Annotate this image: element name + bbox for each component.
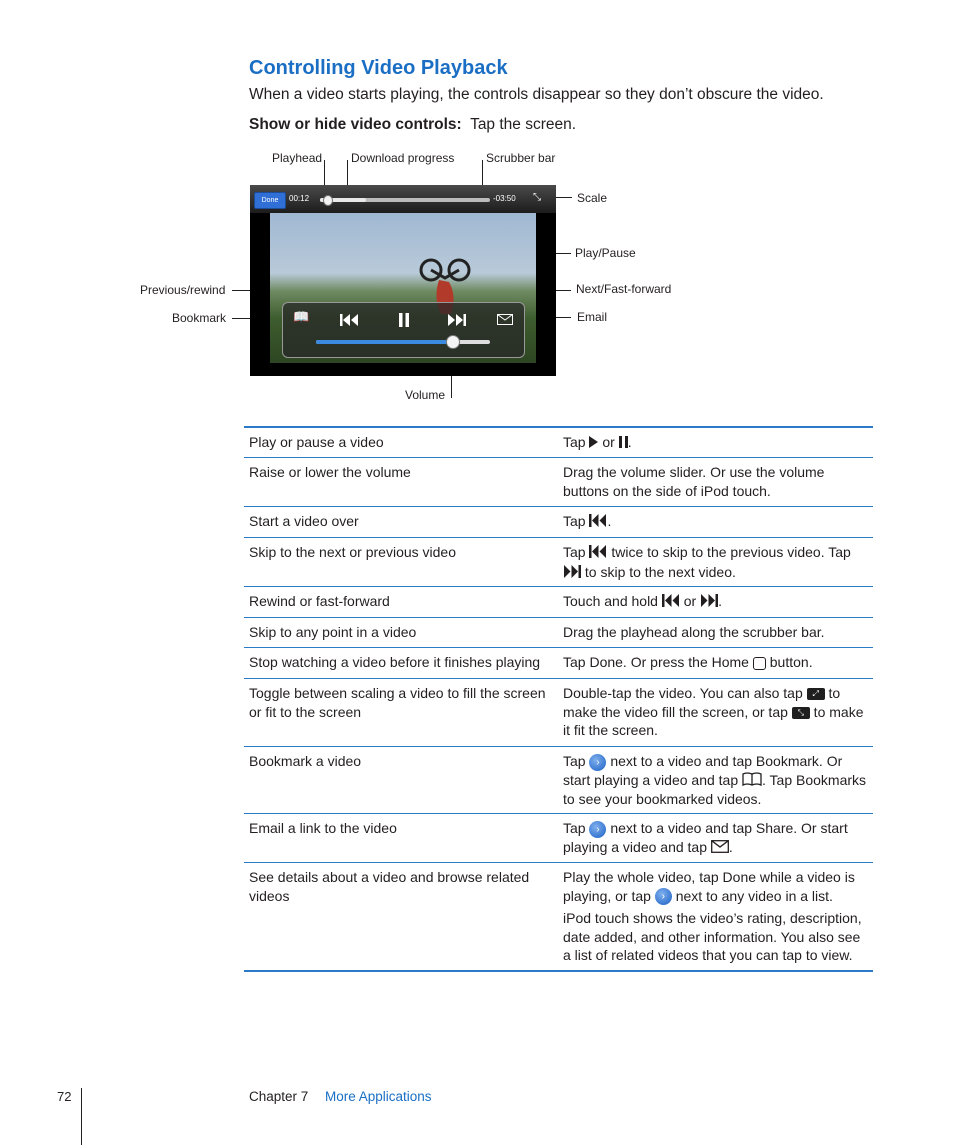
callout-volume: Volume bbox=[405, 388, 446, 402]
table-row bbox=[244, 618, 873, 648]
table-row bbox=[244, 747, 873, 814]
home-icon bbox=[753, 657, 766, 670]
instruction-cell: Double-tap the video. You can also tap ⤢ to make the video fill the screen, or tap ⤡ to make it fit the screen. bbox=[563, 685, 864, 738]
table-row bbox=[244, 587, 873, 618]
page-number: 72 bbox=[57, 1089, 72, 1104]
action-cell: Bookmark a video bbox=[249, 753, 362, 769]
chapter-label: Chapter 7 bbox=[249, 1089, 309, 1104]
action-cell: See details about a video and browse related videos bbox=[249, 869, 530, 904]
pause-icon[interactable] bbox=[397, 312, 411, 328]
show-hide-instruction bbox=[249, 116, 576, 134]
detail-disclosure-icon: › bbox=[655, 888, 672, 905]
show-hide-text: Tap the screen. bbox=[470, 116, 577, 133]
table-row bbox=[244, 863, 873, 970]
remaining-time: -03:50 bbox=[493, 194, 516, 203]
table-row bbox=[244, 648, 873, 679]
instruction-cell: Drag the volume slider. Or use the volume buttons on the side of iPod touch. bbox=[563, 464, 825, 499]
instruction-cell: Tap or . bbox=[563, 433, 870, 453]
instruction-cell: Play the whole video, tap Done while a video is playing, or tap › next to any video in a list. iPod touch shows the video’s rating, description, date added, and other information. You also see a list of related videos that you can tap to view. bbox=[563, 868, 870, 965]
previous-icon bbox=[589, 544, 607, 563]
table-row bbox=[244, 679, 873, 747]
instruction-cell: Tap twice to skip to the previous video. Tap to skip to the next video. bbox=[563, 543, 870, 582]
instruction-cell: Tap › next to a video and tap Share. Or start playing a video and tap . bbox=[563, 819, 870, 857]
scale-icon[interactable]: ⤡ bbox=[533, 192, 541, 203]
previous-icon[interactable] bbox=[339, 312, 361, 328]
instruction-cell: Tap › next to a video and tap Bookmark. Or start playing a video and tap . Tap Bookmarks to see your bookmarked videos. bbox=[563, 753, 867, 808]
controls-table bbox=[244, 426, 873, 972]
action-cell: Email a link to the video bbox=[249, 820, 397, 836]
instruction-cell: Tap . bbox=[563, 512, 870, 532]
fill-screen-icon: ⤢ bbox=[807, 688, 825, 700]
instruction-extra: iPod touch shows the video’s rating, description, date added, and other information. You also see a list of related videos that you can tap to view. bbox=[563, 910, 862, 964]
pause-icon bbox=[619, 434, 628, 453]
next-icon bbox=[563, 564, 581, 583]
action-cell: Skip to any point in a video bbox=[249, 624, 417, 640]
action-cell: Start a video over bbox=[249, 513, 359, 529]
instruction-cell: Drag the playhead along the scrubber bar. bbox=[563, 624, 825, 640]
next-icon[interactable] bbox=[445, 312, 467, 328]
action-cell: Rewind or fast-forward bbox=[249, 593, 390, 609]
table-row bbox=[244, 814, 873, 863]
playhead[interactable] bbox=[323, 195, 333, 206]
action-cell: Play or pause a video bbox=[249, 434, 384, 450]
page-title: Controlling Video Playback bbox=[249, 57, 508, 79]
callout-bookmark: Bookmark bbox=[172, 311, 227, 325]
elapsed-time: 00:12 bbox=[289, 194, 310, 203]
action-cell: Stop watching a video before it finishes playing bbox=[249, 654, 541, 670]
email-icon bbox=[711, 839, 729, 858]
footer-divider bbox=[81, 1088, 82, 1145]
table-row bbox=[244, 458, 873, 507]
ipod-screen bbox=[250, 185, 556, 376]
intro-text: When a video starts playing, the controls disappear so they don’t obscure the video. bbox=[249, 86, 824, 103]
detail-disclosure-icon: › bbox=[589, 754, 606, 771]
callout-download-progress: Download progress bbox=[351, 151, 455, 165]
callout-next-fast-forward: Next/Fast-forward bbox=[576, 282, 672, 296]
callout-email: Email bbox=[577, 310, 608, 324]
controls-panel bbox=[282, 302, 525, 358]
callout-scale: Scale bbox=[577, 191, 608, 205]
bookmark-icon[interactable]: 📖 bbox=[293, 309, 310, 324]
previous-icon bbox=[589, 513, 607, 532]
volume-level bbox=[316, 340, 452, 344]
action-cell: Raise or lower the volume bbox=[249, 464, 411, 480]
show-hide-label: Show or hide video controls: bbox=[249, 116, 462, 133]
previous-icon bbox=[662, 593, 680, 612]
callout-previous-rewind: Previous/rewind bbox=[140, 283, 226, 297]
done-button[interactable]: Done bbox=[254, 192, 286, 209]
volume-knob[interactable] bbox=[446, 335, 460, 349]
action-cell: Skip to the next or previous video bbox=[249, 544, 457, 560]
instruction-cell: Touch and hold or . bbox=[563, 592, 870, 612]
chapter-title-link[interactable]: More Applications bbox=[325, 1089, 432, 1104]
table-row bbox=[244, 538, 873, 587]
callout-scrubber-bar: Scrubber bar bbox=[486, 151, 556, 165]
table-row bbox=[244, 507, 873, 538]
table-row bbox=[244, 428, 873, 458]
callout-play-pause: Play/Pause bbox=[575, 246, 636, 260]
action-cell: Toggle between scaling a video to fill the screen or fit to the screen bbox=[249, 685, 546, 720]
detail-disclosure-icon: › bbox=[589, 821, 606, 838]
bookmark-icon bbox=[742, 772, 762, 791]
next-icon bbox=[700, 593, 718, 612]
instruction-cell: Tap Done. Or press the Home button. bbox=[563, 654, 813, 670]
email-icon[interactable] bbox=[497, 314, 513, 325]
screen-top-bar bbox=[250, 185, 556, 213]
fit-screen-icon: ⤡ bbox=[792, 707, 810, 719]
callout-playhead: Playhead bbox=[272, 151, 323, 165]
